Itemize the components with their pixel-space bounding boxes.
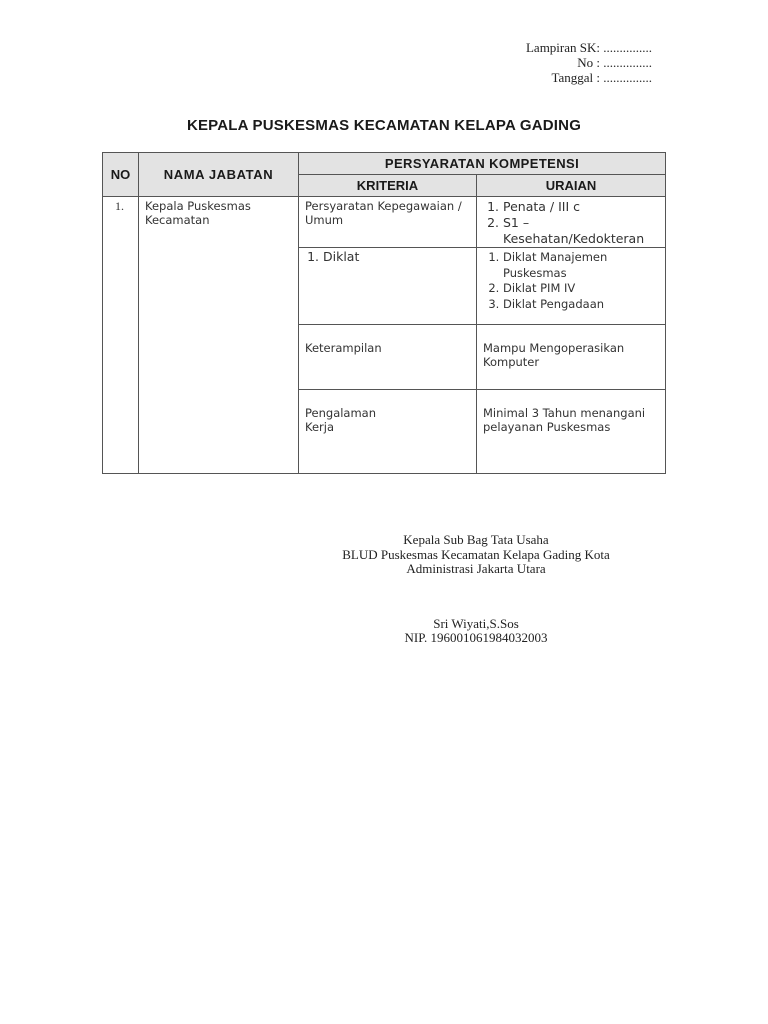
lampiran-sk-line: Lampiran SK: ............... xyxy=(525,40,652,55)
header-kriteria: KRITERIA xyxy=(299,175,477,197)
signatory-name: Sri Wiyati,S.Sos xyxy=(433,615,519,631)
header-nama-jabatan: NAMA JABATAN xyxy=(139,153,299,197)
list-item: 1. Diklat Manajemen Puskesmas xyxy=(503,250,613,281)
signature-region: Administrasi Jakarta Utara xyxy=(406,561,546,576)
kriteria-kepegawaian: Persyaratan Kepegawaian / Umum xyxy=(305,199,462,227)
document-title: KEPALA PUSKESMAS KECAMATAN KELAPA GADING xyxy=(186,117,582,134)
tanggal-line: Tanggal : ............... xyxy=(551,70,652,85)
kriteria-pengalaman: Pengalaman Kerja xyxy=(305,406,377,434)
cell-kriteria-diklat xyxy=(299,248,477,325)
cell-uraian-pengalaman xyxy=(477,390,666,474)
cell-uraian-diklat xyxy=(477,248,666,325)
uraian-kepegawaian-list xyxy=(477,197,665,247)
list-item: 3. Diklat Pengadaan xyxy=(503,297,659,313)
list-item: 2. Diklat PIM IV xyxy=(503,281,659,297)
document-reference-block xyxy=(420,40,652,85)
cell-uraian-keterampilan xyxy=(477,325,666,390)
cell-nama-jabatan xyxy=(139,197,299,474)
row-number: 1. xyxy=(115,199,124,213)
signature-institution: BLUD Puskesmas Kecamatan Kelapa Gading Kota xyxy=(342,546,610,562)
competency-table xyxy=(102,152,666,474)
nomor-line: No : ............... xyxy=(577,55,652,70)
cell-kriteria-kepegawaian xyxy=(299,197,477,248)
uraian-diklat-list xyxy=(477,248,665,312)
uraian-keterampilan: Mampu Mengoperasikan Komputer xyxy=(483,341,625,369)
header-no: NO xyxy=(103,153,139,197)
list-item: 1. Diklat xyxy=(323,250,470,264)
cell-kriteria-pengalaman xyxy=(299,390,477,474)
list-item: 2. S1 – Kesehatan/Kedokteran xyxy=(503,215,643,247)
uraian-pengalaman: Minimal 3 Tahun menangani pelayanan Puskesmas xyxy=(483,406,646,434)
signature-block xyxy=(300,533,652,646)
list-item: 1. Penata / III c xyxy=(503,199,659,215)
header-uraian: URAIAN xyxy=(477,175,666,197)
nama-jabatan-text: Kepala Puskesmas Kecamatan xyxy=(145,199,251,227)
cell-uraian-kepegawaian xyxy=(477,197,666,248)
signature-space xyxy=(300,577,652,617)
signatory-nip: NIP. 196001061984032003 xyxy=(404,630,548,645)
cell-no xyxy=(103,197,139,474)
header-persyaratan-kompetensi: PERSYARATAN KOMPETENSI xyxy=(299,153,666,175)
signature-position: Kepala Sub Bag Tata Usaha xyxy=(403,532,549,547)
cell-kriteria-keterampilan xyxy=(299,325,477,390)
kriteria-diklat-list xyxy=(299,248,476,264)
kriteria-keterampilan: Keterampilan xyxy=(305,341,382,355)
